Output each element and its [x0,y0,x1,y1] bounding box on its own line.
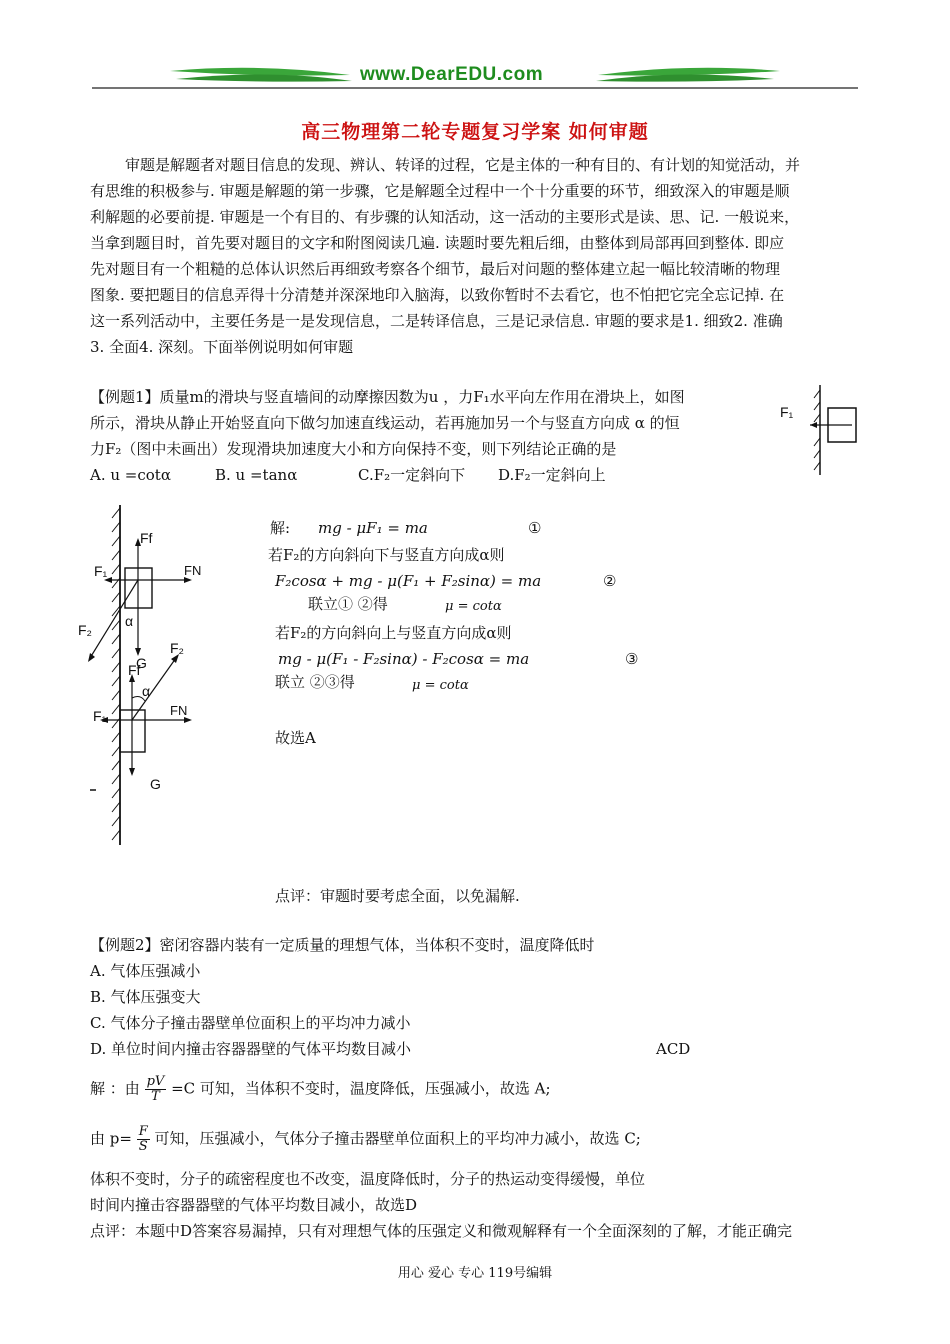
example-2-question: 【例题2】密闭容器内装有一定质量的理想气体，当体积不变时，温度降低时 [90,936,595,954]
comment-2: 点评：本题中D答案容易漏掉，只有对理想气体的压强定义和微观解释有一个全面深刻的了解，才能正确完 [90,1222,793,1240]
solution-2-line-1 [90,1075,551,1104]
intro-line: 3. 全面4. 深刻。下面举例说明如何审题 [90,338,354,356]
intro-line: 图象. 要把题目的信息弄得十分清楚并深深地印入脑海，以致你暂时不去看它，也不怕把它完全忘记掉. 在 [90,286,785,304]
page-title: 高三物理第二轮专题复习学案 如何审题 [301,121,649,143]
label-f1-top: F₁ [94,563,108,579]
result-2: μ = cotα [412,678,469,693]
fraction-numerator: F [138,1124,148,1139]
solution-2-prefix-2: 由 p= [90,1129,132,1148]
label-g-bottom: G [150,776,161,792]
solution-2-line-4: 时间内撞击容器器壁的气体平均数目减小，故选D [90,1196,418,1214]
equation-2-number: ② [603,572,617,590]
page-footer: 用心 爱心 专心 119号编辑 [397,1266,553,1281]
label-fn-top: FN [184,563,202,578]
equation-2: F₂cosα + mg - μ(F₁ + F₂sinα) = ma [275,572,542,590]
example-1-line: 【例题1】质量m的滑块与竖直墙间的动摩擦因数为u ，力F₁水平向左作用在滑块上，如图 [90,388,685,406]
example-1-figure [770,380,870,480]
fraction-denominator: S [138,1139,148,1154]
solution-2-prefix: 解 ：由 [90,1079,140,1098]
label-f2-top: F₂ [78,622,92,638]
equation-1: mg - μF₁ = ma [318,519,428,537]
label-alpha-bottom: α [142,683,151,699]
label-f2-bottom: F₂ [170,640,184,656]
equation-3-number: ③ [625,650,639,668]
label-ff-bottom: Ff [128,662,141,678]
option-a: A. u =cotα [90,466,171,484]
solution-2-text: =C 可知，当体积不变时，温度降低，压强减小，故选 A; [171,1079,551,1098]
label-g-top: G [136,655,147,671]
option-c: C. 气体分子撞击器壁单位面积上的平均冲力减小 [90,1014,411,1032]
intro-line: 有思维的积极参与. 审题是解题的第一步骤，它是解题全过程中一个十分重要的环节，细致深入的审题是顺 [90,182,790,200]
option-c: C.F₂一定斜向下 [358,466,466,484]
intro-line: 这一系列活动中，主要任务是一是发现信息，二是转译信息，三是记录信息. 审题的要求是1. 细致2. 准确 [90,312,783,330]
solution-2-line-3: 体积不变时，分子的疏密程度也不改变，温度降低时，分子的热运动变得缓慢，单位 [90,1170,646,1188]
solution-2-line-2 [90,1125,641,1154]
join-1-text: 联立① ②得 [308,595,388,613]
site-brand: www.DearEDU.com [360,64,544,85]
intro-line: 审题是解题者对题目信息的发现、辨认、转译的过程，它是主体的一种有目的、有计划的知觉活动，并 [125,156,801,174]
fraction-f-s [137,1125,150,1154]
case-2-text: 若F₂的方向斜向上与竖直方向成α则 [275,624,512,642]
join-2-text: 联立 ②③得 [275,673,355,691]
fraction-numerator: pV [146,1074,165,1089]
case-1-text: 若F₂的方向斜向下与竖直方向成α则 [268,546,505,564]
example-1-line: 所示，滑块从静止开始竖直向下做匀加速直线运动，若再施加另一个与竖直方向成 α 的恒 [90,414,680,432]
fraction-pv-t [145,1075,167,1104]
option-d: D. 单位时间内撞击容器器壁的气体平均数目减小 [90,1040,412,1058]
result-1: μ = cotα [445,599,502,614]
answer-2: ACD [656,1040,691,1058]
solution-2-text-2: 可知，压强减小，气体分子撞击器壁单位面积上的平均冲力减小，故选 C; [154,1129,641,1148]
option-a: A. 气体压强减小 [90,962,201,980]
force-diagram [70,500,270,850]
option-b: B. 气体压强变大 [90,988,201,1006]
label-ff-top: Ff [140,530,153,546]
comment-1: 点评：审题时要考虑全面，以免漏解. [275,887,520,905]
equation-1-number: ① [528,519,542,537]
intro-line: 先对题目有一个粗糙的总体认识然后再细致考察各个细节，最后对问题的整体建立起一幅比较清晰的物理 [90,260,781,278]
fraction-denominator: T [151,1089,160,1104]
example-1-line: 力F₂（图中未画出）发现滑块加速度大小和方向保持不变，则下列结论正确的是 [90,440,617,458]
intro-line: 当拿到题目时，首先要对题目的文字和附图阅读几遍. 读题时要先粗后细，由整体到局部再回到整体. 即应 [90,234,785,252]
figure-label-f1: F₁ [780,404,794,420]
label-fn-bottom: FN [170,703,188,718]
label-f1-bottom: F₁ [93,708,107,724]
label-alpha-top: α [125,613,134,629]
solution-label: 解: [270,519,291,537]
intro-line: 利解题的必要前提. 审题是一个有目的、有步骤的认知活动，这一活动的主要形式是读、思、记. 一般说来， [90,208,800,226]
option-b: B. u =tanα [215,466,298,484]
option-d: D.F₂一定斜向上 [498,466,606,484]
answer-1: 故选A [275,729,316,747]
equation-3: mg - μ(F₁ - F₂sinα) - F₂cosα = ma [278,650,530,668]
